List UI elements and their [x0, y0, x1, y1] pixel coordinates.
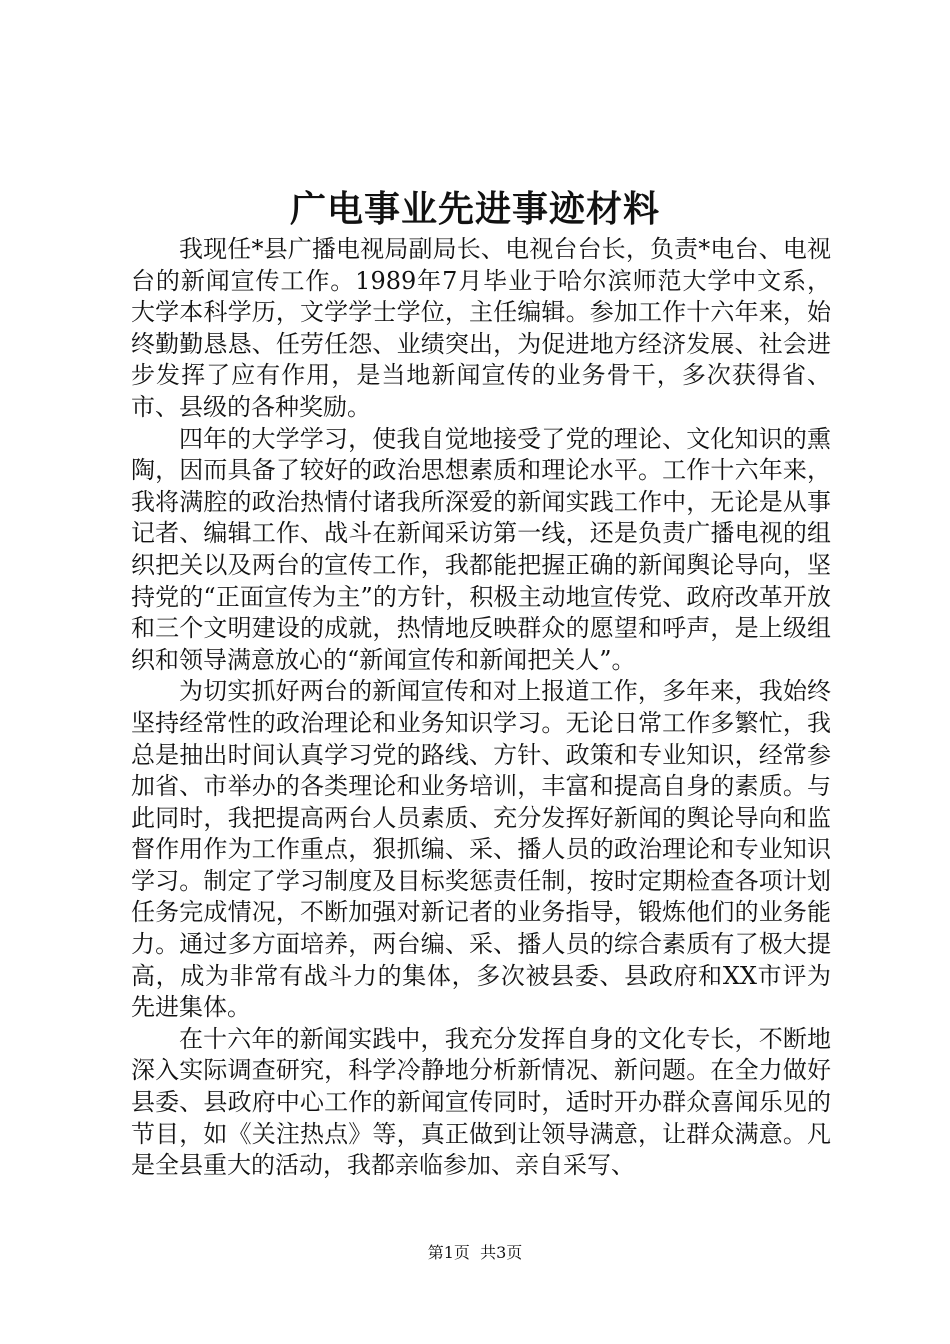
document-title: 广电事业先进事迹材料	[289, 188, 660, 230]
page-footer	[0, 1242, 950, 1264]
document-body	[131, 234, 831, 1182]
paragraph-2: 四年的大学学习，使我自觉地接受了党的理论、文化知识的熏陶，因而具备了较好的政治思想素质和理论水平。工作十六年来，我将满腔的政治热情付诸我所深爱的新闻实践工作中，无论是从事记者、编辑工作、战斗在新闻采访第一线，还是负责广播电视的组织把关以及两台的宣传工作，我都能把握正确的新闻舆论导向，坚持党的“正面宣传为主”的方针，积极主动地宣传党、政府改革开放和三个文明建设的成就，热情地反映群众的愿望和呼声，是上级组织和领导满意放心的“新闻宣传和新闻把关人”。	[131, 424, 831, 674]
paragraph-1: 我现任*县广播电视局副局长、电视台台长，负责*电台、电视台的新闻宣传工作。1989年7月毕业于哈尔滨师范大学中文系，大学本科学历，文学学士学位，主任编辑。参加工作十六年来，始终勤勤恳恳、任劳任怨、业绩突出，为促进地方经济发展、社会进步发挥了应有作用，是当地新闻宣传的业务骨干，多次获得省、市、县级的各种奖励。	[131, 235, 831, 421]
page-number-label: 第1页 共3页	[427, 1243, 523, 1262]
paragraph-4: 在十六年的新闻实践中，我充分发挥自身的文化专长，不断地深入实际调查研究，科学冷静地分析新情况、新问题。在全力做好县委、县政府中心工作的新闻宣传同时，适时开办群众喜闻乐见的节目，如《关注热点》等，真正做到让领导满意，让群众满意。凡是全县重大的活动，我都亲临参加、亲自采写、	[131, 1024, 831, 1180]
paragraph-3: 为切实抓好两台的新闻宣传和对上报道工作，多年来，我始终坚持经常性的政治理论和业务知识学习。无论日常工作多繁忙，我总是抽出时间认真学习党的路线、方针、政策和专业知识，经常参加省、市举办的各类理论和业务培训，丰富和提高自身的素质。与此同时，我把提高两台人员素质、充分发挥好新闻的舆论导向和监督作用作为工作重点，狠抓编、采、播人员的政治理论和专业知识学习。制定了学习制度及目标奖惩责任制，按时定期检查各项计划任务完成情况，不断加强对新记者的业务指导，锻炼他们的业务能力。通过多方面培养，两台编、采、播人员的综合素质有了极大提高，成为非常有战斗力的集体，多次被县委、县政府和XX市评为先进集体。	[131, 677, 831, 1022]
